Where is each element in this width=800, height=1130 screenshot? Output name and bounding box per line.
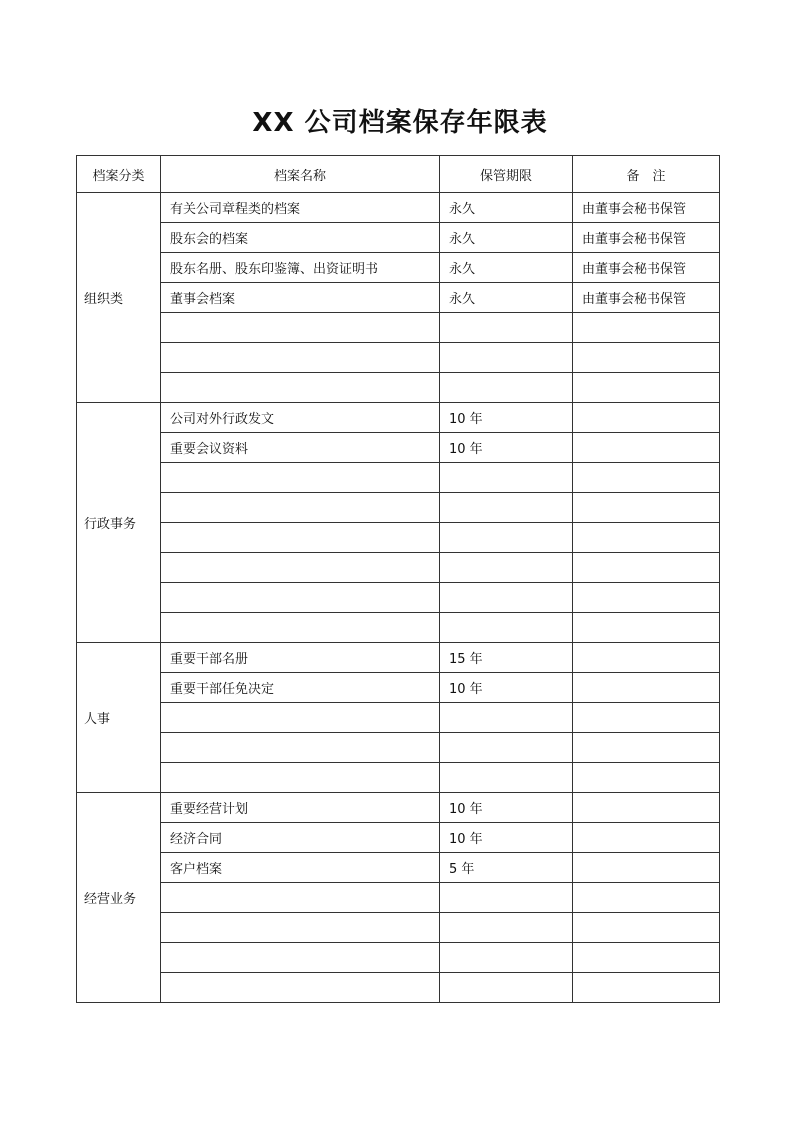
archive-name-cell: 重要会议资料 — [161, 433, 440, 463]
archive-name-cell — [161, 913, 440, 943]
table-row — [77, 823, 720, 853]
archive-name-cell: 客户档案 — [161, 853, 440, 883]
archive-name-cell: 经济合同 — [161, 823, 440, 853]
retention-period-cell — [440, 523, 573, 553]
header-remarks: 备 注 — [573, 156, 720, 193]
table-row — [77, 643, 720, 673]
table-row — [77, 793, 720, 823]
retention-period-cell: 10 年 — [440, 403, 573, 433]
table-row — [77, 913, 720, 943]
retention-period-cell — [440, 463, 573, 493]
remarks-cell — [573, 853, 720, 883]
archive-name-cell — [161, 523, 440, 553]
archive-name-cell — [161, 973, 440, 1003]
archive-name-cell — [161, 613, 440, 643]
archive-name-cell: 重要经营计划 — [161, 793, 440, 823]
table-row — [77, 403, 720, 433]
remarks-cell — [573, 313, 720, 343]
table-row — [77, 283, 720, 313]
archive-name-cell: 股东会的档案 — [161, 223, 440, 253]
remarks-cell — [573, 883, 720, 913]
remarks-cell — [573, 973, 720, 1003]
remarks-cell — [573, 913, 720, 943]
table-row — [77, 613, 720, 643]
table-row — [77, 313, 720, 343]
table-row — [77, 943, 720, 973]
retention-period-cell — [440, 373, 573, 403]
table-row — [77, 493, 720, 523]
retention-period-cell — [440, 583, 573, 613]
table-row — [77, 553, 720, 583]
remarks-cell — [573, 493, 720, 523]
remarks-cell — [573, 403, 720, 433]
retention-period-cell — [440, 883, 573, 913]
retention-period-cell — [440, 763, 573, 793]
table-row — [77, 523, 720, 553]
remarks-cell: 由董事会秘书保管 — [573, 283, 720, 313]
retention-period-cell — [440, 613, 573, 643]
remarks-cell — [573, 523, 720, 553]
retention-period-cell — [440, 973, 573, 1003]
remarks-cell — [573, 703, 720, 733]
archive-name-cell — [161, 943, 440, 973]
table-row — [77, 463, 720, 493]
category-cell: 行政事务 — [77, 403, 161, 643]
archive-name-cell — [161, 343, 440, 373]
remarks-cell — [573, 763, 720, 793]
table-row — [77, 733, 720, 763]
retention-period-cell: 永久 — [440, 223, 573, 253]
retention-period-cell: 10 年 — [440, 433, 573, 463]
archive-name-cell: 有关公司章程类的档案 — [161, 193, 440, 223]
retention-period-cell — [440, 943, 573, 973]
category-cell: 经营业务 — [77, 793, 161, 1003]
archive-name-cell — [161, 373, 440, 403]
remarks-cell — [573, 943, 720, 973]
remarks-cell — [573, 733, 720, 763]
retention-period-cell: 5 年 — [440, 853, 573, 883]
table-row — [77, 703, 720, 733]
category-cell: 人事 — [77, 643, 161, 793]
table-row — [77, 223, 720, 253]
retention-period-cell — [440, 703, 573, 733]
remarks-cell: 由董事会秘书保管 — [573, 253, 720, 283]
retention-period-cell — [440, 313, 573, 343]
table-row — [77, 673, 720, 703]
remarks-cell — [573, 643, 720, 673]
archive-name-cell — [161, 883, 440, 913]
table-row — [77, 193, 720, 223]
document-title: XX 公司档案保存年限表 — [252, 108, 548, 138]
archive-name-cell: 董事会档案 — [161, 283, 440, 313]
archive-retention-table — [76, 155, 720, 1003]
retention-period-cell: 15 年 — [440, 643, 573, 673]
retention-period-cell: 10 年 — [440, 823, 573, 853]
archive-name-cell: 公司对外行政发文 — [161, 403, 440, 433]
remarks-cell — [573, 673, 720, 703]
remarks-cell: 由董事会秘书保管 — [573, 223, 720, 253]
table-row — [77, 763, 720, 793]
archive-name-cell — [161, 463, 440, 493]
header-category: 档案分类 — [77, 156, 161, 193]
retention-period-cell — [440, 343, 573, 373]
retention-period-cell: 永久 — [440, 253, 573, 283]
archive-name-cell — [161, 763, 440, 793]
archive-name-cell — [161, 703, 440, 733]
table-row — [77, 583, 720, 613]
table-row — [77, 853, 720, 883]
remarks-cell — [573, 823, 720, 853]
table-row — [77, 253, 720, 283]
retention-period-cell: 10 年 — [440, 673, 573, 703]
retention-period-cell: 永久 — [440, 283, 573, 313]
remarks-cell — [573, 373, 720, 403]
remarks-cell: 由董事会秘书保管 — [573, 193, 720, 223]
retention-period-cell: 10 年 — [440, 793, 573, 823]
table-row — [77, 343, 720, 373]
retention-period-cell — [440, 493, 573, 523]
retention-period-cell: 永久 — [440, 193, 573, 223]
table-row — [77, 883, 720, 913]
retention-period-cell — [440, 733, 573, 763]
remarks-cell — [573, 553, 720, 583]
table-body — [77, 193, 720, 1003]
archive-name-cell — [161, 493, 440, 523]
remarks-cell — [573, 613, 720, 643]
archive-name-cell: 重要干部名册 — [161, 643, 440, 673]
archive-name-cell: 重要干部任免决定 — [161, 673, 440, 703]
archive-name-cell — [161, 313, 440, 343]
archive-name-cell — [161, 583, 440, 613]
archive-name-cell — [161, 553, 440, 583]
table-header-row — [77, 156, 720, 193]
retention-period-cell — [440, 553, 573, 583]
remarks-cell — [573, 433, 720, 463]
remarks-cell — [573, 463, 720, 493]
table-row — [77, 973, 720, 1003]
retention-period-cell — [440, 913, 573, 943]
remarks-cell — [573, 343, 720, 373]
category-cell: 组织类 — [77, 193, 161, 403]
header-archive-name: 档案名称 — [161, 156, 440, 193]
archive-name-cell — [161, 733, 440, 763]
remarks-cell — [573, 583, 720, 613]
remarks-cell — [573, 793, 720, 823]
table-row — [77, 373, 720, 403]
header-retention-period: 保管期限 — [440, 156, 573, 193]
archive-name-cell: 股东名册、股东印鉴簿、出资证明书 — [161, 253, 440, 283]
table-row — [77, 433, 720, 463]
